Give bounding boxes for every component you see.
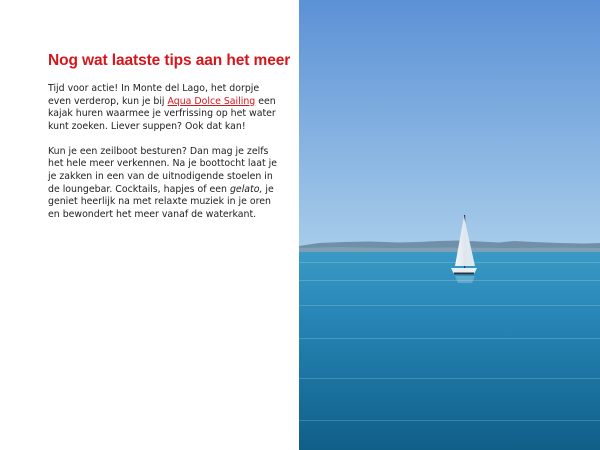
article-column	[0, 0, 299, 450]
boat-reflection	[455, 276, 475, 283]
paragraph-sailing-text-start: Kun je een zeilboot besturen? Dan mag je zelfs het hele meer verkennen. Na je boottocht laat je je zakken in een van de uitnodigende stoelen in de loungebar. Cocktails, hapjes of een	[48, 145, 277, 195]
paragraph-sailing	[48, 146, 284, 222]
paragraph-sailing-text-end: je geniet heerlijk na met relaxte muziek in je oren en bewondert het meer vanaf de waterkant.	[48, 183, 274, 220]
sky	[299, 0, 600, 252]
lake-photo	[299, 0, 600, 450]
article-body	[48, 83, 284, 234]
article-heading: Nog wat laatste tips aan het meer	[48, 52, 291, 69]
paragraph-kayak-text-end: een kajak huren waarmee je verfrissing op het water kunt zoeken. Liever suppen? Ook dat kan!	[48, 95, 276, 132]
aqua-dolce-sailing-link[interactable]: Aqua Dolce Sailing	[167, 95, 256, 107]
gelato-emphasis: gelato,	[229, 183, 263, 195]
paragraph-kayak	[48, 83, 284, 133]
sailboat-lake-image	[299, 0, 600, 450]
paragraph-kayak-text-start: Tijd voor actie! In Monte del Lago, het dorpje even verderop, kun je bij	[48, 83, 260, 107]
hull-waterline	[454, 273, 474, 275]
